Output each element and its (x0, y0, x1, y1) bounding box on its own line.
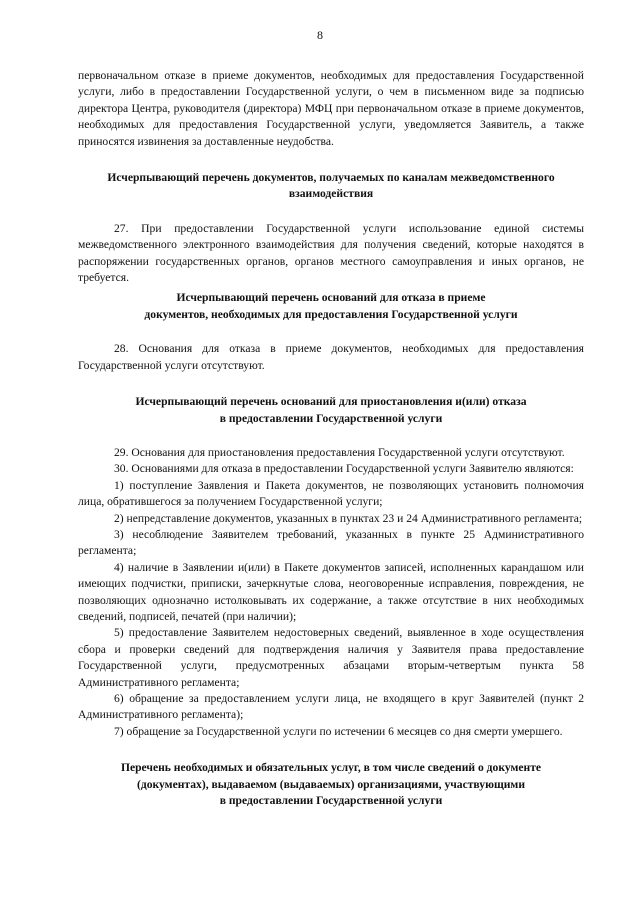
heading-suspension-refusal (78, 394, 584, 427)
paragraph-30: 30. Основаниями для отказа в предоставлении Государственной услуги Заявителю являются: (114, 462, 574, 476)
paragraph-continuation: первоначальном отказе в приеме документов, необходимых для предоставления Государственной услуги, либо в предоставлении Государственной услуги, о чем в письменном виде за подписью директора Центра, руководителя (директора) МФЦ при первоначальном отказе в приеме документов, необходимых для предоставления Государственной услуги, уведомляется Заявитель, а также приносятся извинения за доставленные неудобства. (78, 69, 584, 148)
paragraph-27: 27. При предоставлении Государственной услуги использование единой системы межведомственного электронного взаимодействия для получения сведений, которые находятся в распоряжении государственных органов, органов местного самоуправления и иных органов, не требуется. (78, 221, 584, 285)
heading-line: Исчерпывающий перечень оснований для отказа в приеме (176, 291, 486, 305)
paragraph-29: 29. Основания для приостановления предоставления Государственной услуги отсутствуют. (114, 445, 565, 459)
heading-line: взаимодействия (288, 187, 374, 201)
list-item-4: 4) наличие в Заявлении и(или) в Пакете документов записей, исполненных карандашом или имеющих подчистки, приписки, зачеркнутые слова, неоговоренные исправления, повреждения, не позволяющих однозначно истолковывать их содержание, а также отсутствие в них необходимых сведений, подписей, печатей (при наличии); (78, 560, 584, 623)
list-item-5: 5) предоставление Заявителем недостоверных сведений, выявленное в ходе осуществления сбора и проверки сведений для подтверждения наличия у Заявителя права предоставление Государственной услуги, предусмотренных абзацами вторым-четвертым пункта 58 Административного регламента; (78, 626, 584, 689)
heading-line: документов, необходимых для предоставления Государственной услуги (144, 307, 518, 321)
paragraph-28: 28. Основания для отказа в приеме документов, необходимых для предоставления Государственной услуги отсутствуют. (78, 342, 584, 372)
heading-interagency-documents (78, 170, 584, 203)
list-item-1: 1) поступление Заявления и Пакета документов, не позволяющих установить полномочия лица, обратившегося за получением Государственной услуги; (78, 478, 584, 509)
page-content (78, 68, 584, 809)
heading-refusal-reception (78, 290, 584, 323)
list-item-2: 2) непредставление документов, указанных в пунктах 23 и 24 Административного регламента; (114, 511, 583, 525)
heading-line: (документах), выдаваемом (выдаваемых) организациями, участвующими (137, 777, 525, 791)
heading-line: в предоставлении Государственной услуги (219, 411, 443, 425)
heading-line: Исчерпывающий перечень документов, получаемых по каналам межведомственного (107, 171, 555, 185)
heading-required-services (78, 760, 584, 809)
list-item-3: 3) несоблюдение Заявителем требований, указанных в пункте 25 Административного регламента; (78, 527, 584, 558)
heading-line: Перечень необходимых и обязательных услуг, в том числе сведений о документе (120, 761, 542, 775)
page-number: 8 (317, 28, 323, 42)
list-item-7: 7) обращение за Государственной услуги по истечении 6 месяцев со дня смерти умершего. (114, 724, 563, 738)
list-item-6: 6) обращение за предоставлением услуги лица, не входящего в круг Заявителей (пункт 2 Административного регламента); (78, 692, 584, 722)
heading-line: Исчерпывающий перечень оснований для приостановления и(или) отказа (135, 395, 527, 409)
heading-line: в предоставлении Государственной услуги (219, 794, 443, 808)
